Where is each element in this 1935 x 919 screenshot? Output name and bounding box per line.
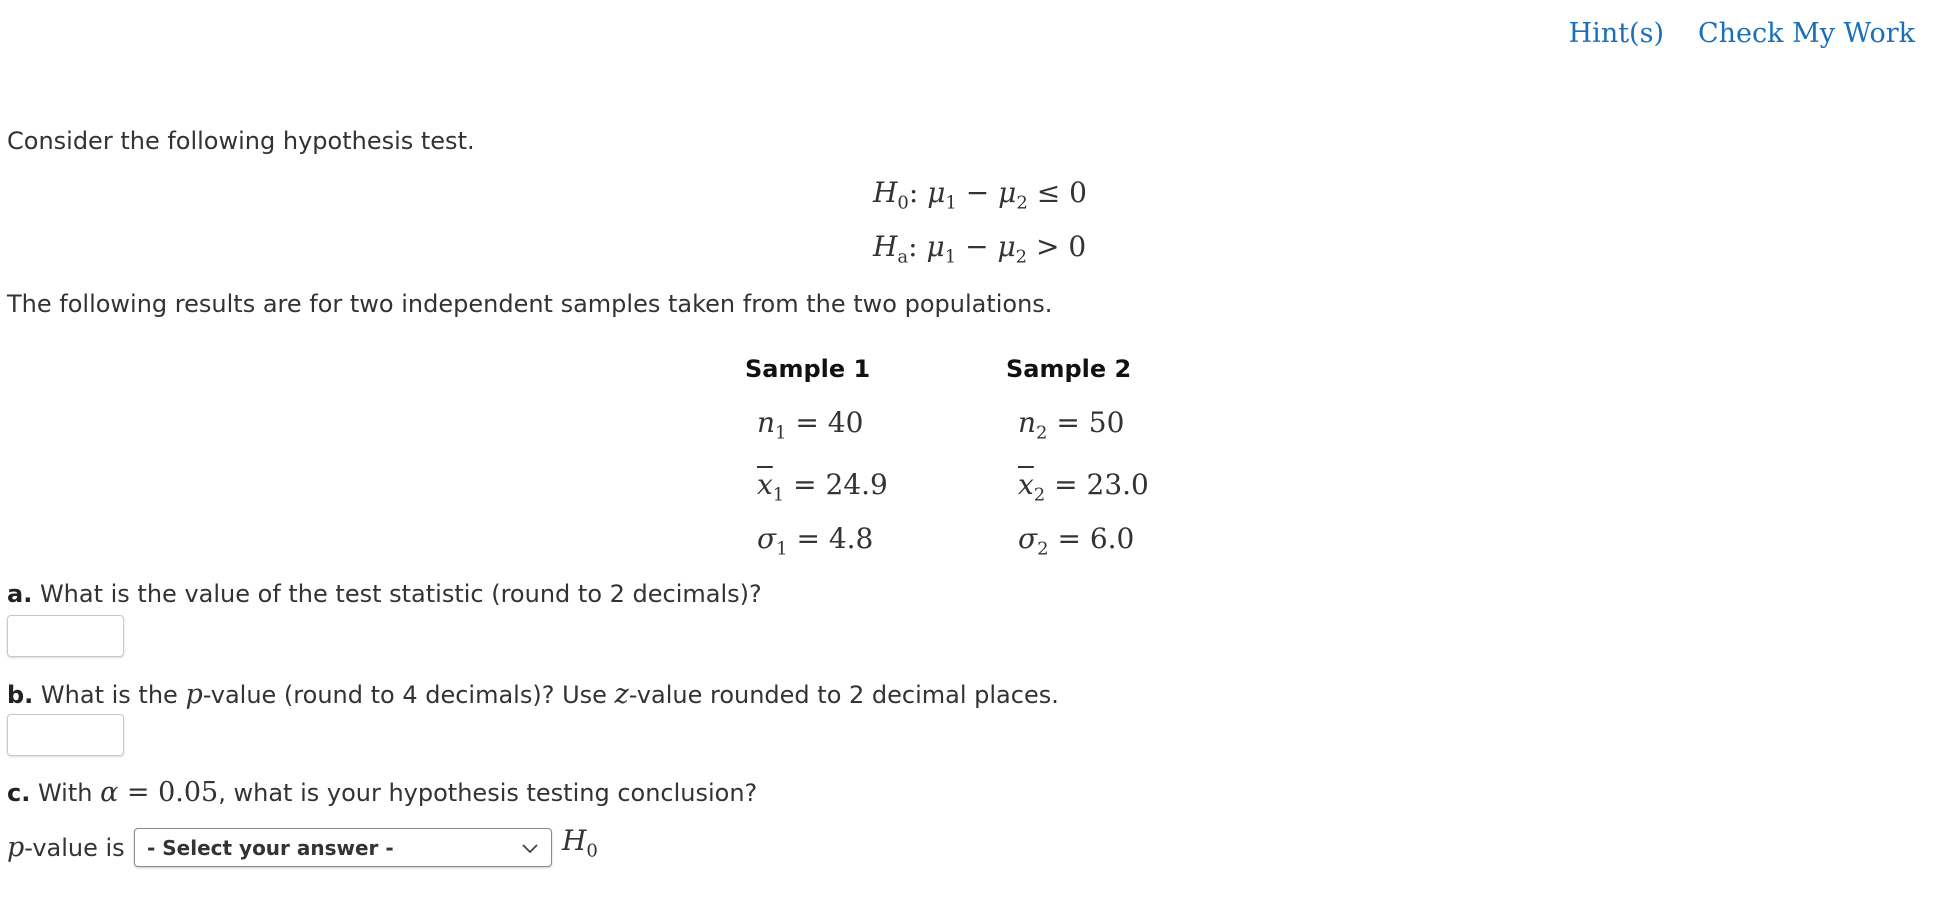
sample-1-n: $n_1 = 40$ bbox=[757, 406, 864, 444]
question-a: a. What is the value of the test statistic (round to 2 decimals)? bbox=[7, 580, 762, 608]
conclusion-select-value: - Select your answer - bbox=[147, 835, 394, 860]
conclusion-select[interactable] bbox=[134, 828, 552, 867]
question-c: c. With α = 0.05, what is your hypothesis testing conclusion? bbox=[7, 777, 758, 808]
sample-1-sigma: $\sigma_1 = 4.8$ bbox=[757, 522, 874, 560]
hints-link[interactable]: Hint(s) bbox=[1568, 18, 1664, 49]
p-value-is-label: p-value is bbox=[7, 832, 125, 863]
test-statistic-input[interactable] bbox=[7, 615, 124, 657]
intro-text: Consider the following hypothesis test. bbox=[7, 127, 475, 155]
p-value-input[interactable] bbox=[7, 714, 124, 756]
null-hypothesis: $H_0$: $\mu_1 - \mu_2 \le 0$ bbox=[873, 176, 1087, 214]
question-b: b. What is the p-value (round to 4 decimals)? Use z-value rounded to 2 decimal places. bbox=[7, 679, 1059, 710]
alternative-hypothesis: $H_a$: $\mu_1 - \mu_2 > 0$ bbox=[873, 230, 1087, 268]
sample-1-heading: Sample 1 bbox=[745, 355, 871, 383]
chevron-down-icon bbox=[521, 836, 539, 860]
sample-2-mean: $\overline{x}_2 = 23.0$ bbox=[1018, 468, 1149, 506]
sample-2-n: $n_2 = 50$ bbox=[1018, 406, 1125, 444]
top-toolbar bbox=[1569, 18, 1915, 49]
sample-2-sigma: $\sigma_2 = 6.0$ bbox=[1018, 522, 1135, 560]
h0-symbol: $H_0$ bbox=[562, 824, 598, 862]
sample-1-mean: $\overline{x}_1 = 24.9$ bbox=[757, 468, 888, 506]
samples-intro-text: The following results are for two independent samples taken from the two populations. bbox=[7, 290, 1053, 318]
sample-2-heading: Sample 2 bbox=[1006, 355, 1132, 383]
check-my-work-link[interactable]: Check My Work bbox=[1697, 18, 1915, 49]
